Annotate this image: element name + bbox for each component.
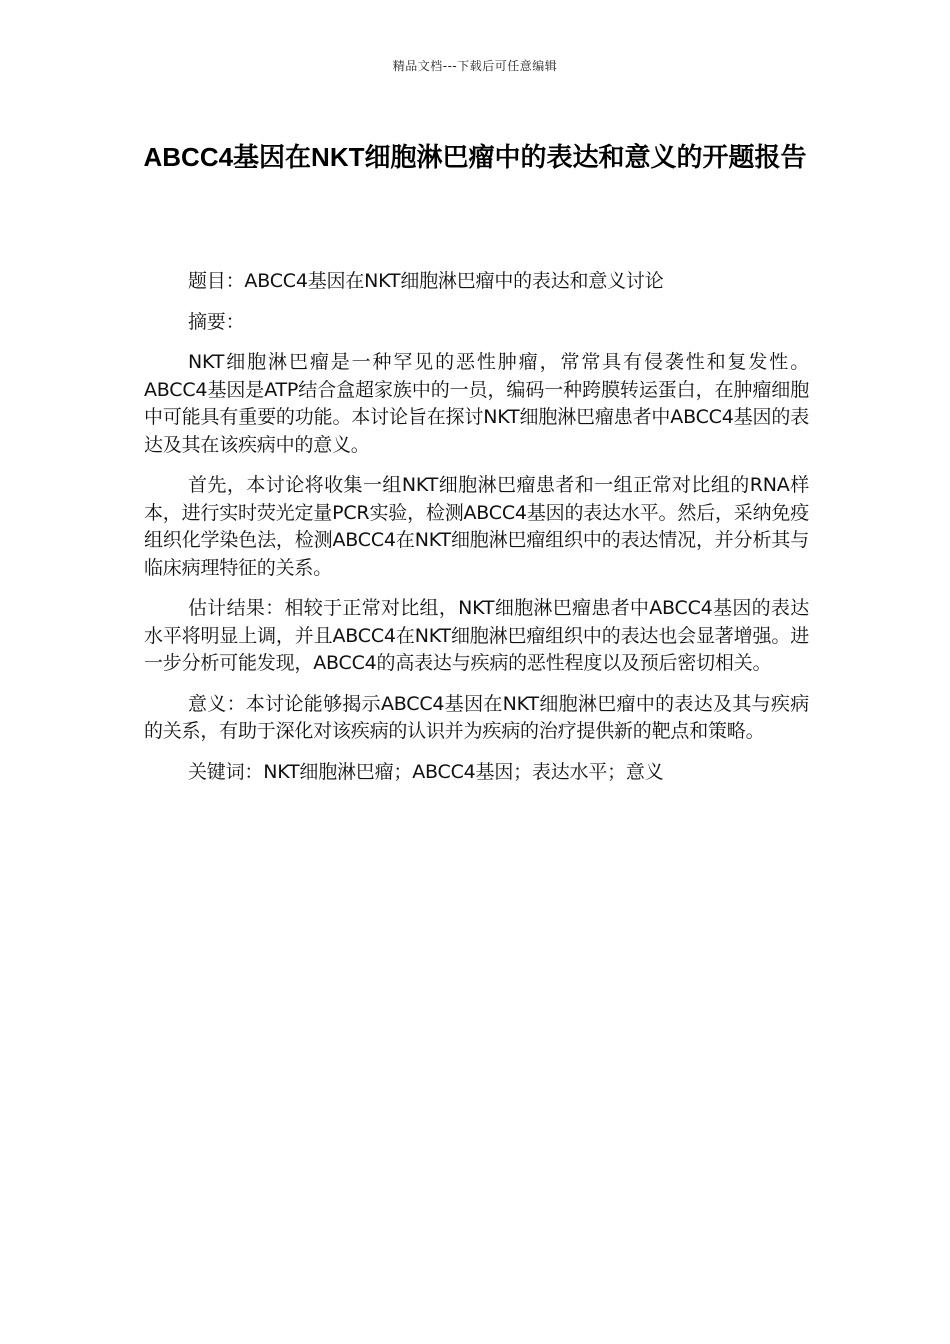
topic-paragraph: 题目：ABCC4基因在NKT细胞淋巴瘤中的表达和意义讨论 xyxy=(188,270,664,292)
methods-paragraph: 首先，本讨论将收集一组NKT细胞淋巴瘤患者和一组正常对比组的RNA样本，进行实时荧光定量PCR实验，检测ABCC4基因的表达水平。然后，采纳免疫组织化学染色法，检测ABCC4在NKT细胞淋巴瘤组织中的表达情况，并分析其与临床病理特征的关系。 xyxy=(144,474,809,579)
document-body xyxy=(144,268,809,799)
intro-paragraph: NKT细胞淋巴瘤是一种罕见的恶性肿瘤，常常具有侵袭性和复发性。ABCC4基因是ATP结合盒超家族中的一员，编码一种跨膜转运蛋白，在肿瘤细胞中可能具有重要的功能。本讨论旨在探讨NKT细胞淋巴瘤患者中ABCC4基因的表达及其在该疾病中的意义。 xyxy=(144,351,809,456)
document-title: ABCC4基因在NKT细胞淋巴瘤中的表达和意义的开题报告 xyxy=(143,142,807,172)
keywords-paragraph: 关键词：NKT细胞淋巴瘤；ABCC4基因；表达水平；意义 xyxy=(188,760,664,783)
results-paragraph: 估计结果：相较于正常对比组，NKT细胞淋巴瘤患者中ABCC4基因的表达水平将明显上调，并且ABCC4在NKT细胞淋巴瘤组织中的表达也会显著增强。进一步分析可能发现，ABCC4的高表达与疾病的恶性程度以及预后密切相关。 xyxy=(144,597,809,674)
header-note: 精品文档---下载后可任意编辑 xyxy=(392,59,558,73)
abstract-label: 摘要： xyxy=(188,310,245,333)
significance-paragraph: 意义：本讨论能够揭示ABCC4基因在NKT细胞淋巴瘤中的表达及其与疾病的关系，有助于深化对该疾病的认识并为疾病的治疗提供新的靶点和策略。 xyxy=(144,692,809,742)
